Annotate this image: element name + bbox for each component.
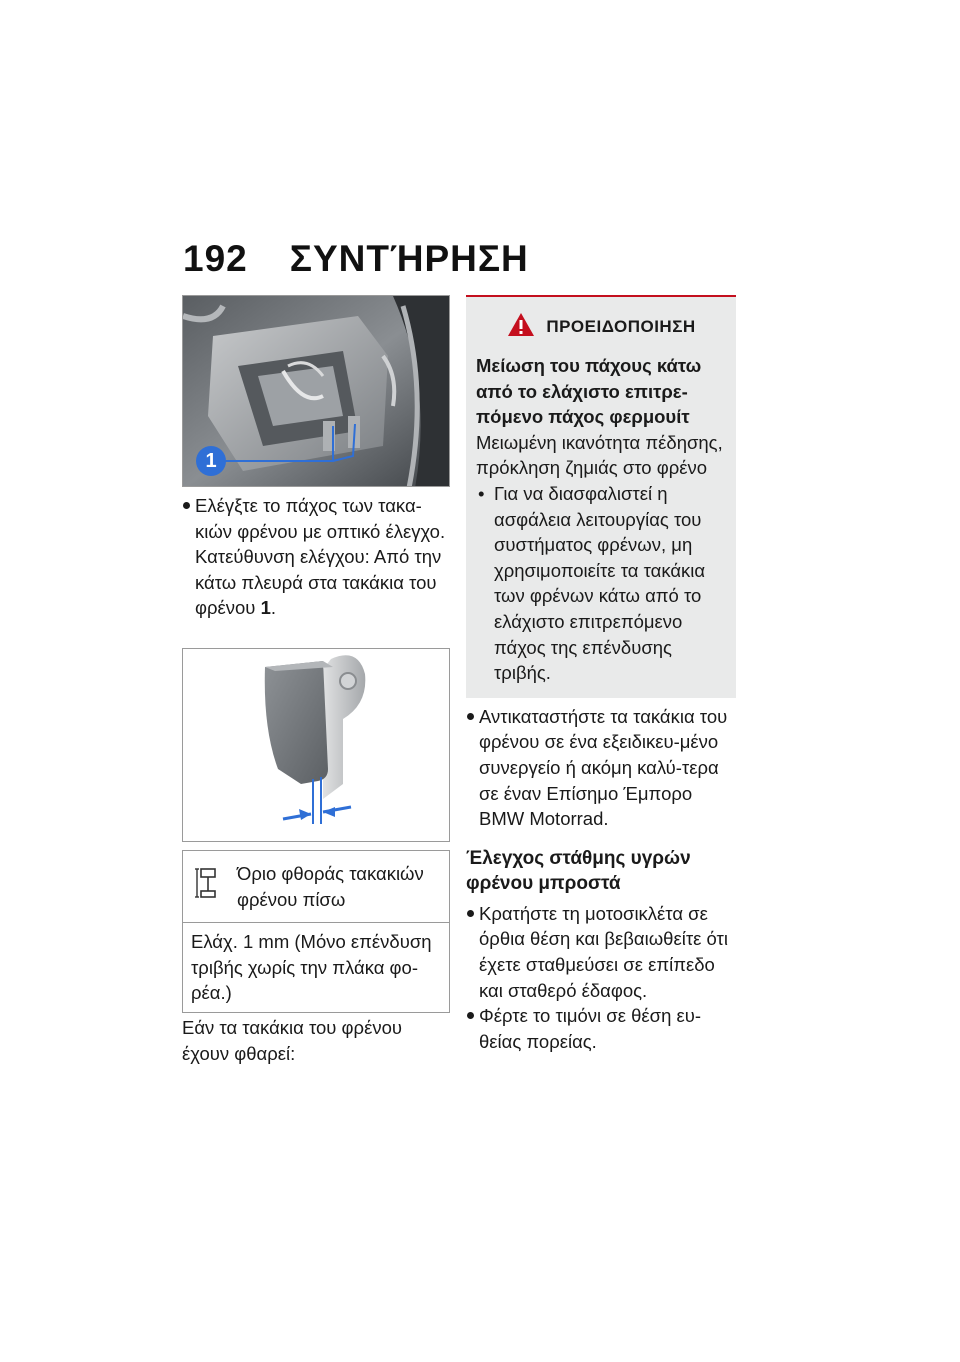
left-column bbox=[182, 295, 450, 1066]
warning-triangle-icon bbox=[506, 311, 536, 343]
brake-pad-photo bbox=[182, 648, 450, 842]
page-header bbox=[183, 238, 529, 280]
brake-caliper-photo bbox=[182, 295, 450, 487]
brake-pad-wear-icon bbox=[195, 861, 237, 906]
brake-pad-illustration bbox=[183, 649, 450, 842]
check-pads-paragraph bbox=[182, 493, 450, 621]
check-pads-text-end: . bbox=[270, 597, 277, 619]
replace-pads-paragraph: Αντικαταστήστε τα τακάκια του φρένου σε ένα εξειδικευ-μένο συνεργείο ή ακόμη καλύ-τερα σε έναν Επίσημο Έμπορο BMW Motorrad. bbox=[466, 704, 736, 832]
spec-header bbox=[183, 851, 449, 923]
spec-title: Όριο φθοράς τακακιών φρένου πίσω bbox=[237, 862, 424, 910]
warning-title: Μείωση του πάχους κάτω από το ελάχιστο επιτρε-πόμενο πάχος φερμουίτ bbox=[476, 355, 702, 428]
callout-1: 1 bbox=[205, 450, 217, 472]
warning-header bbox=[476, 311, 726, 343]
warning-box bbox=[466, 295, 736, 698]
check-pads-text: Ελέγξτε το πάχος των τακα-κιών φρένου με οπτικό έλεγχο. Κατεύθυνση ελέγχου: Από την κάτω πλευρά στα τακάκια του φρένου bbox=[195, 495, 446, 619]
step-keep-upright: Κρατήστε τη μοτοσικλέτα σε όρθια θέση και βεβαιωθείτε ότι έχετε σταθμεύσει σε επίπεδο και σταθερό έδαφος. bbox=[466, 901, 736, 1003]
warning-instruction: • Για να διασφαλιστεί η ασφάλεια λειτουργίας του συστήματος φρένων, μη χρησιμοποιείτε τα τακάκια των φρένων κάτω από το ελάχιστο επιτρεπόμενο πάχος της επένδυσης τριβής. bbox=[476, 481, 726, 686]
brake-caliper-illustration bbox=[183, 296, 450, 487]
warning-label: ΠΡΟΕΙΔΟΠΟΙΗΣΗ bbox=[546, 317, 696, 336]
page-title: ΣΥΝΤΉΡΗΣΗ bbox=[289, 238, 529, 279]
section-title: Έλεγχος στάθμης υγρών φρένου μπροστά bbox=[466, 847, 691, 895]
page-number: 192 bbox=[183, 238, 248, 279]
reference-1: 1 bbox=[260, 597, 271, 619]
step-straighten-handlebar: Φέρτε το τιμόνι σε θέση ευ-θείας πορείας. bbox=[466, 1003, 736, 1054]
right-column bbox=[466, 295, 736, 1054]
warning-consequence: Μειωμένη ικανότητα πέδησης, πρόκληση ζημιάς στο φρένο bbox=[476, 431, 723, 479]
worn-pads-paragraph: Εάν τα τακάκια του φρένου έχουν φθαρεί: bbox=[182, 1016, 402, 1064]
wear-limit-spec bbox=[182, 850, 450, 1013]
spec-value: Ελάχ. 1 mm (Μόνο επένδυση τριβής χωρίς την πλάκα φο-ρέα.) bbox=[191, 931, 432, 1004]
